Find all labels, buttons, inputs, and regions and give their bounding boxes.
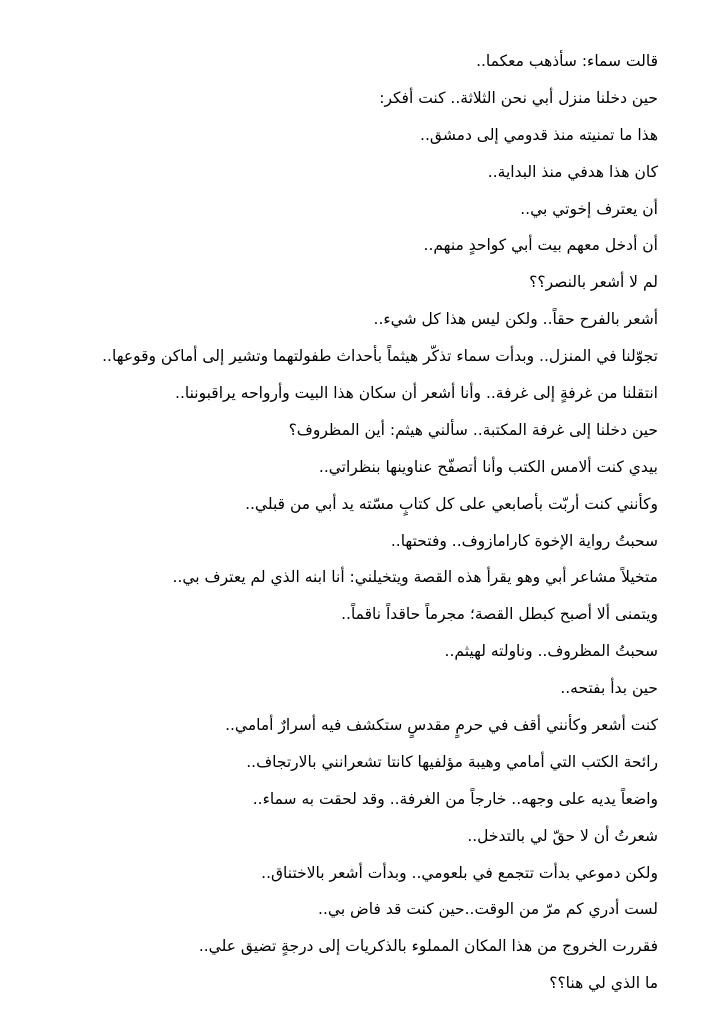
text-line: متخيلاً مشاعر أبي وهو يقرأ هذه القصة ويتخيلني: أنا ابنه الذي لم يعترف بي.. [172, 568, 658, 587]
text-line: رائحة الكتب التي أمامي وهيبة مؤلفيها كانتا تشعرانني بالارتجاف.. [246, 752, 658, 771]
text-line: أن أدخل معهم بيت أبي كواحدٍ منهم.. [423, 236, 658, 255]
text-line: ويتمنى ألا أصبح كبطل القصة؛ مجرماً حاقداً ناقماً.. [341, 605, 658, 624]
text-line: حين دخلنا منزل أبي نحن الثلاثة.. كنت أفكر: [379, 88, 658, 107]
text-line: بيدي كنت ألامس الكتب وأنا أتصفّح عناوينها بنظراتي.. [318, 457, 658, 476]
text-line: تجوّلنا في المنزل.. وبدأت سماء تذكّر هيثماً بأحداث طفولتهما وتشير إلى أماكن وقوعها.. [102, 347, 658, 366]
text-line: لست أدري كم مرّ من الوقت..حين كنت قد فاض بي.. [318, 900, 658, 919]
text-line: لم لا أشعر بالنصر؟؟ [529, 273, 658, 292]
text-line: شعرتُ أن لا حقّ لي بالتدخل.. [467, 826, 658, 845]
text-line: هذا ما تمنيته منذ قدومي إلى دمشق.. [420, 125, 658, 144]
text-line: ما الذي لي هنا؟؟ [549, 974, 658, 993]
text-line: حين بدأ بفتحه.. [560, 679, 658, 698]
text-line: أشعر بالفرح حقاً.. ولكن ليس هذا كل شيء.. [373, 310, 658, 329]
text-line: سحبتُ المظروف.. وناولته لهيثم.. [444, 642, 658, 661]
text-line: واضعاً يديه على وجهه.. خارجاً من الغرفة.. وقد لحقت به سماء.. [252, 789, 658, 808]
text-line: سحبتُ رواية الإخوة كارامازوف.. وفتحتها.. [390, 531, 658, 550]
body-text [38, 50, 658, 1009]
text-line: قالت سماء: سأذهب معكما.. [476, 52, 658, 70]
text-line: انتقلنا من غرفةٍ إلى غرفة.. وأنا أشعر أن سكان هذا البيت وأرواحه يراقبوننا.. [175, 384, 658, 403]
text-line: وكأنني كنت أربّت بأصابعي على كل كتابٍ مسّته يد أبي من قبلي.. [245, 494, 658, 513]
text-line: فقررت الخروج من هذا المكان المملوء بالذكريات إلى درجةٍ تضيق علي.. [198, 937, 658, 956]
text-line: ولكن دموعي بدأت تتجمع في بلعومي.. وبدأت أشعر بالاختناق.. [261, 863, 658, 882]
text-line: أن يعترف إخوتي بي.. [520, 199, 658, 218]
text-line: كنت أشعر وكأنني أقف في حرمٍ مقدسٍ ستكشف فيه أسرارٌ أمامي.. [225, 716, 658, 735]
text-line: كان هذا هدفي منذ البداية.. [487, 162, 658, 181]
text-line: حين دخلنا إلى غرفة المكتبة.. سألني هيثم: أين المظروف؟ [288, 420, 658, 439]
